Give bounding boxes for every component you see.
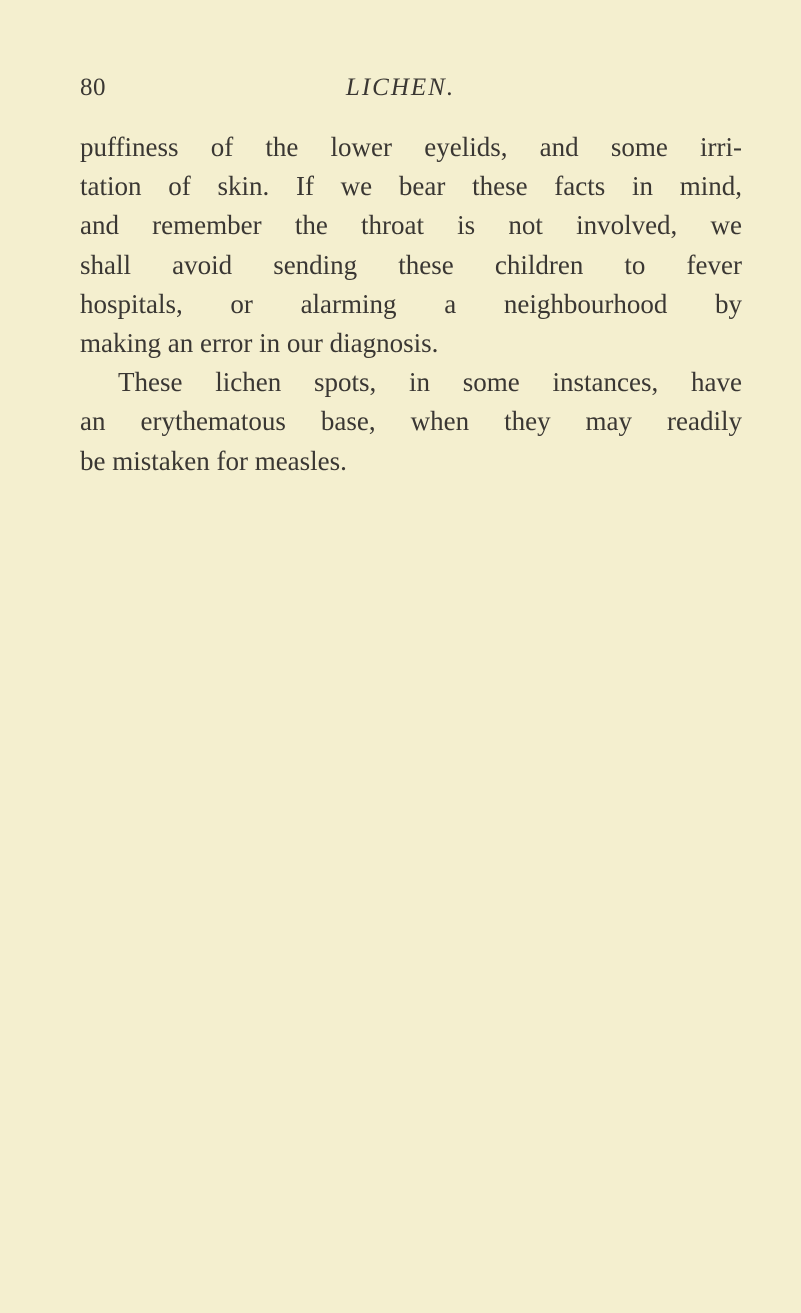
text-line: making an error in our diagnosis.: [80, 328, 439, 359]
body-text: [80, 128, 742, 481]
text-line: an erythematous base, when they may readily: [80, 406, 742, 437]
text-line: puffiness of the lower eyelids, and some irri-: [80, 132, 742, 162]
text-line: hospitals, or alarming a neighbourhood by: [80, 288, 742, 319]
text-line: tation of skin. If we bear these facts in mind,: [80, 171, 742, 202]
text-line: and remember the throat is not involved, we: [80, 210, 742, 241]
text-line: be mistaken for measles.: [80, 445, 347, 476]
text-line: shall avoid sending these children to fever: [80, 249, 742, 280]
page-number: 80: [80, 74, 106, 101]
text-line: These lichen spots, in some instances, have: [118, 367, 742, 398]
running-title: LICHEN.: [345, 74, 456, 101]
